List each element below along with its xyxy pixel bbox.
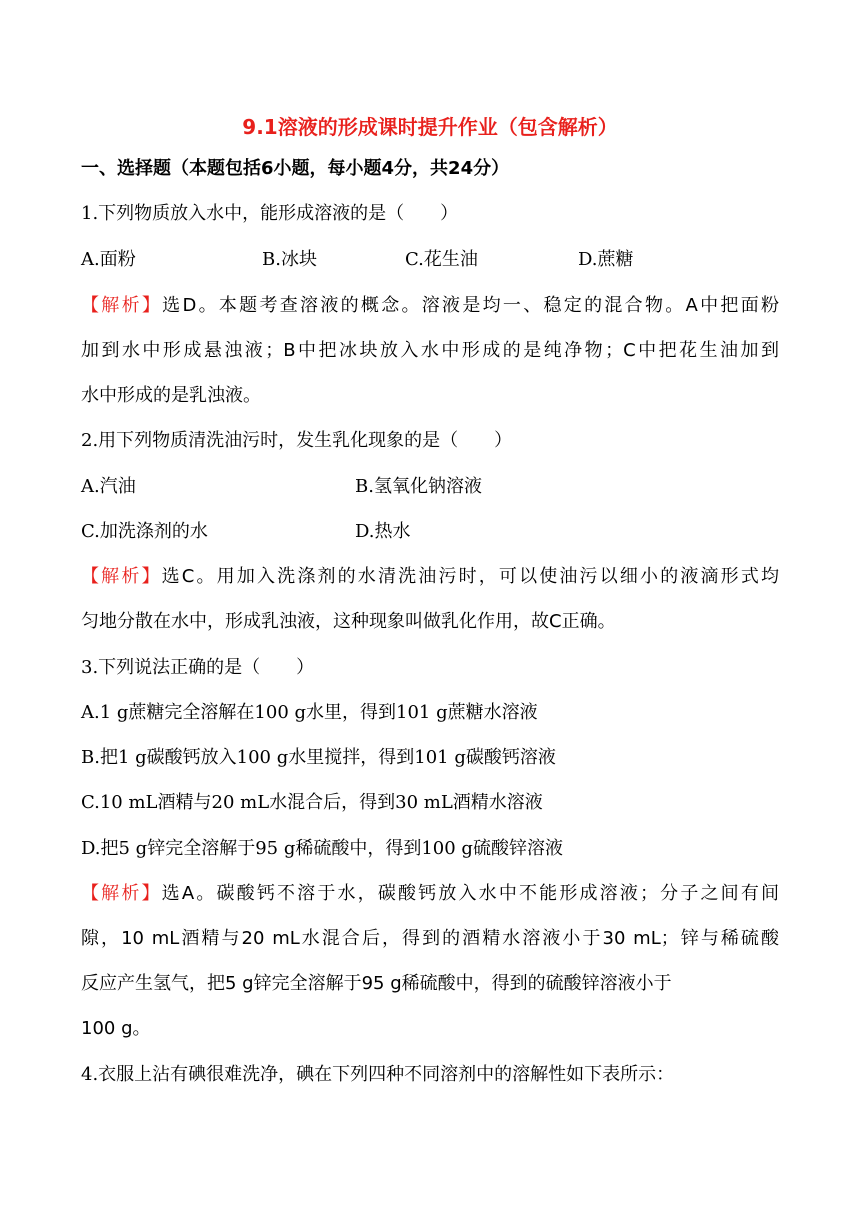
analysis-text: 选D。本题考查溶液的概念。溶液是均一、稳定的混合物。A中把面粉 [162,295,779,316]
question-3-option-a: A.1 g蔗糖完全溶解在100 g水里，得到101 g蔗糖水溶液 [81,702,538,723]
question-3-analysis-line-3: 反应产生氢气，把5 g锌完全溶解于95 g稀硫酸中，得到的硫酸锌溶液小于 [81,973,672,994]
analysis-tag: 【解析】 [81,883,162,904]
question-3-analysis-line-2: 隙，10 mL酒精与20 mL水混合后，得到的酒精水溶液小于30 mL；锌与稀硫酸 [81,928,779,949]
analysis-tag: 【解析】 [81,566,162,587]
question-2-option-d: D.热水 [355,521,411,542]
question-1-stem: 1.下列物质放入水中，能形成溶液的是（ ） [81,203,459,224]
document-title: 9.1溶液的形成课时提升作业（包含解析） [242,115,618,139]
question-2-analysis-line-1 [81,563,779,591]
question-2-stem: 2.用下列物质清洗油污时，发生乳化现象的是（ ） [81,430,513,451]
analysis-text: 选A。碳酸钙不溶于水，碳酸钙放入水中不能形成溶液；分子之间有间 [161,883,780,904]
question-2-option-a: A.汽油 [81,476,136,497]
question-1-analysis-line-2: 加到水中形成悬浊液；B中把冰块放入水中形成的是纯净物；C中把花生油加到 [81,340,779,361]
question-3-option-c: C.10 mL酒精与20 mL水混合后，得到30 mL酒精水溶液 [81,792,543,813]
question-1-option-c: C.花生油 [405,249,478,270]
question-1-option-a: A.面粉 [81,249,136,270]
analysis-text: 选C。用加入洗涤剂的水清洗油污时，可以使油污以细小的液滴形式均 [161,566,779,587]
question-3-option-b: B.把1 g碳酸钙放入100 g水里搅拌，得到101 g碳酸钙溶液 [81,747,556,768]
question-2-option-b: B.氢氧化钠溶液 [355,476,482,497]
question-3-analysis-line-4: 100 g。 [81,1018,151,1039]
question-4-stem: 4.衣服上沾有碘很难洗净，碘在下列四种不同溶剂中的溶解性如下表所示： [81,1064,675,1085]
question-1-analysis-line-1 [81,292,779,320]
question-1-analysis-line-3: 水中形成的是乳浊液。 [81,385,261,406]
question-3-analysis-line-1 [81,880,779,908]
question-3-stem: 3.下列说法正确的是（ ） [81,657,315,678]
question-1-option-b: B.冰块 [262,249,317,270]
question-3-option-d: D.把5 g锌完全溶解于95 g稀硫酸中，得到100 g硫酸锌溶液 [81,838,563,859]
question-1-option-d: D.蔗糖 [578,249,634,270]
question-2-analysis-line-2: 匀地分散在水中，形成乳浊液，这种现象叫做乳化作用，故C正确。 [81,611,616,632]
analysis-tag: 【解析】 [81,295,163,316]
section-heading: 一、选择题（本题包括6小题，每小题4分，共24分） [81,158,510,179]
question-2-option-c: C.加洗涤剂的水 [81,521,208,542]
